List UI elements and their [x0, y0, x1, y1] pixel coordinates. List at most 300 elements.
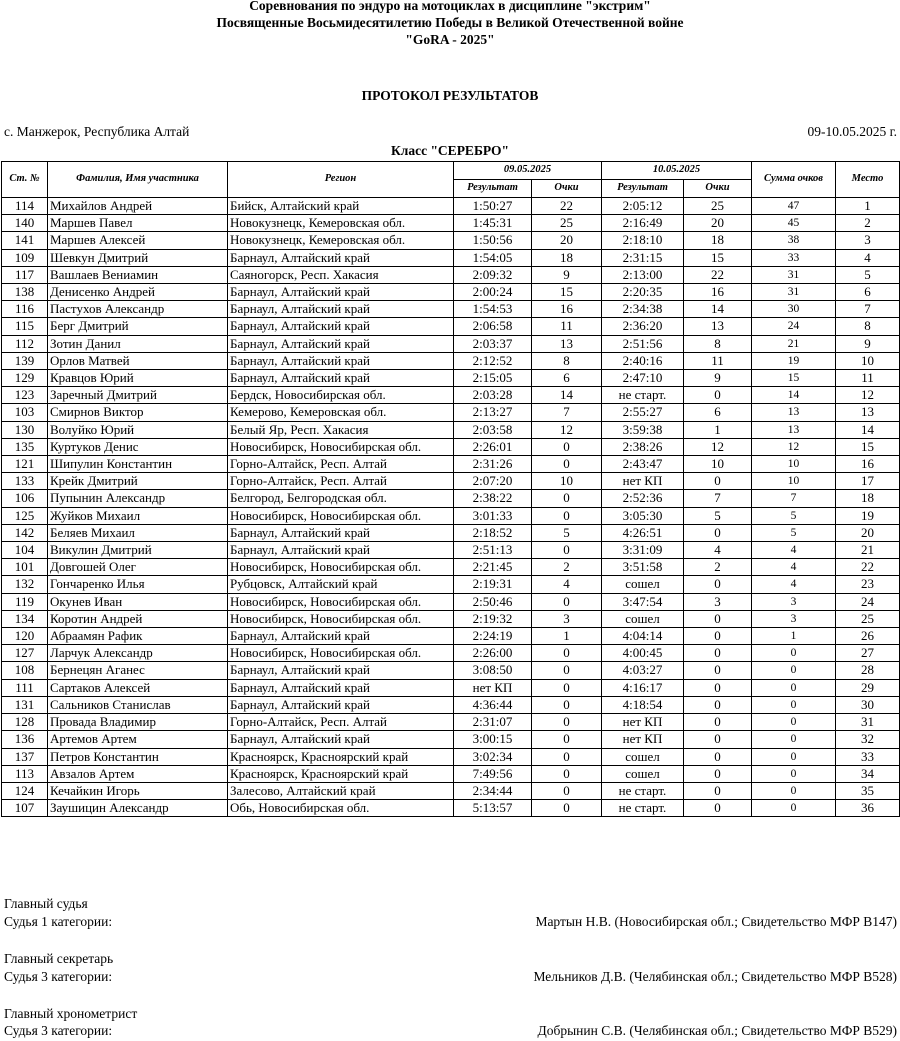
table-row: [2, 352, 900, 369]
place: 23: [836, 576, 900, 593]
region: Барнаул, Алтайский край: [228, 679, 454, 696]
points-day1: 4: [532, 576, 602, 593]
points-day1: 18: [532, 249, 602, 266]
points-sum: 12: [752, 438, 836, 455]
rider-name: Зотин Данил: [48, 335, 228, 352]
place: 7: [836, 301, 900, 318]
place: 17: [836, 473, 900, 490]
start-number: 135: [2, 438, 48, 455]
start-number: 101: [2, 559, 48, 576]
result-day1: 2:24:19: [454, 628, 532, 645]
result-day2: 2:36:20: [602, 318, 684, 335]
region: Барнаул, Алтайский край: [228, 352, 454, 369]
result-day2: не старт.: [602, 782, 684, 799]
place: 30: [836, 696, 900, 713]
rider-name: Провада Владимир: [48, 714, 228, 731]
region: Новосибирск, Новосибирская обл.: [228, 593, 454, 610]
result-day2: 2:34:38: [602, 301, 684, 318]
result-day2: сошел: [602, 748, 684, 765]
results-table: [1, 161, 900, 817]
table-row: [2, 782, 900, 799]
start-number: 136: [2, 731, 48, 748]
points-sum: 0: [752, 765, 836, 782]
result-day1: 2:38:22: [454, 490, 532, 507]
points-day1: 0: [532, 782, 602, 799]
result-day2: не старт.: [602, 387, 684, 404]
place: 21: [836, 542, 900, 559]
result-day2: сошел: [602, 576, 684, 593]
points-day2: 22: [684, 266, 752, 283]
points-sum: 4: [752, 559, 836, 576]
result-day2: 3:47:54: [602, 593, 684, 610]
col-header-points-day1: Очки: [532, 180, 602, 198]
result-day2: сошел: [602, 765, 684, 782]
start-number: 103: [2, 404, 48, 421]
table-row: [2, 215, 900, 232]
event-name: "GoRA - 2025": [405, 32, 495, 47]
points-sum: 0: [752, 748, 836, 765]
region: Новосибирск, Новосибирская обл.: [228, 610, 454, 627]
rider-name: Денисенко Андрей: [48, 284, 228, 301]
points-sum: 24: [752, 318, 836, 335]
points-day1: 16: [532, 301, 602, 318]
points-day1: 14: [532, 387, 602, 404]
points-day2: 8: [684, 335, 752, 352]
secretary-title: Главный секретарь: [4, 951, 114, 966]
region: Красноярск, Красноярский край: [228, 765, 454, 782]
result-day2: нет КП: [602, 714, 684, 731]
points-day2: 18: [684, 232, 752, 249]
place: 27: [836, 645, 900, 662]
rider-name: Сартаков Алексей: [48, 679, 228, 696]
points-sum: 0: [752, 662, 836, 679]
result-day2: 4:03:27: [602, 662, 684, 679]
result-day1: 2:19:32: [454, 610, 532, 627]
result-day1: 7:49:56: [454, 765, 532, 782]
start-number: 142: [2, 524, 48, 541]
points-day1: 0: [532, 593, 602, 610]
result-day1: 1:45:31: [454, 215, 532, 232]
place: 6: [836, 284, 900, 301]
region: Барнаул, Алтайский край: [228, 284, 454, 301]
place: 10: [836, 352, 900, 369]
points-day2: 2: [684, 559, 752, 576]
points-day2: 4: [684, 542, 752, 559]
rider-name: Жуйков Михаил: [48, 507, 228, 524]
table-row: [2, 542, 900, 559]
start-number: 138: [2, 284, 48, 301]
place: 32: [836, 731, 900, 748]
table-row: [2, 473, 900, 490]
start-number: 117: [2, 266, 48, 283]
points-day2: 0: [684, 748, 752, 765]
rider-name: Михайлов Андрей: [48, 198, 228, 215]
result-day2: 2:40:16: [602, 352, 684, 369]
rider-name: Ларчук Александр: [48, 645, 228, 662]
region: Горно-Алтайск, Респ. Алтай: [228, 456, 454, 473]
start-number: 108: [2, 662, 48, 679]
place: 35: [836, 782, 900, 799]
result-day2: 2:38:26: [602, 438, 684, 455]
points-sum: 33: [752, 249, 836, 266]
points-sum: 0: [752, 782, 836, 799]
points-sum: 15: [752, 370, 836, 387]
region: Красноярск, Красноярский край: [228, 748, 454, 765]
rider-name: Маршев Алексей: [48, 232, 228, 249]
rider-name: Кравцов Юрий: [48, 370, 228, 387]
points-sum: 4: [752, 542, 836, 559]
region: Рубцовск, Алтайский край: [228, 576, 454, 593]
result-day1: 2:51:13: [454, 542, 532, 559]
rider-name: Смирнов Виктор: [48, 404, 228, 421]
timekeeper-title: Главный хронометрист: [4, 1006, 138, 1021]
place: 8: [836, 318, 900, 335]
result-day1: 2:18:52: [454, 524, 532, 541]
class-heading: Класс "СЕРЕБРО": [390, 143, 510, 158]
result-day2: нет КП: [602, 473, 684, 490]
points-day1: 15: [532, 284, 602, 301]
start-number: 120: [2, 628, 48, 645]
points-day2: 0: [684, 782, 752, 799]
result-day1: 2:50:46: [454, 593, 532, 610]
place: 34: [836, 765, 900, 782]
table-row: [2, 301, 900, 318]
points-day2: 0: [684, 765, 752, 782]
rider-name: Куртуков Денис: [48, 438, 228, 455]
points-sum: 7: [752, 490, 836, 507]
place: 3: [836, 232, 900, 249]
place: 36: [836, 800, 900, 817]
result-day1: 3:08:50: [454, 662, 532, 679]
result-day1: 2:31:26: [454, 456, 532, 473]
table-row: [2, 232, 900, 249]
place: 2: [836, 215, 900, 232]
col-header-place: Место: [836, 162, 900, 198]
start-number: 106: [2, 490, 48, 507]
table-row: [2, 318, 900, 335]
start-number: 112: [2, 335, 48, 352]
start-number: 116: [2, 301, 48, 318]
result-day1: 4:36:44: [454, 696, 532, 713]
region: Бердск, Новосибирская обл.: [228, 387, 454, 404]
points-day2: 0: [684, 645, 752, 662]
result-day2: 2:18:10: [602, 232, 684, 249]
points-day1: 0: [532, 679, 602, 696]
points-sum: 0: [752, 645, 836, 662]
region: Залесово, Алтайский край: [228, 782, 454, 799]
place: 29: [836, 679, 900, 696]
points-day1: 0: [532, 748, 602, 765]
table-row: [2, 284, 900, 301]
start-number: 129: [2, 370, 48, 387]
result-day2: 4:18:54: [602, 696, 684, 713]
points-day1: 11: [532, 318, 602, 335]
points-day1: 5: [532, 524, 602, 541]
table-row: [2, 559, 900, 576]
points-day1: 0: [532, 662, 602, 679]
rider-name: Коротин Андрей: [48, 610, 228, 627]
points-day2: 0: [684, 662, 752, 679]
rider-name: Артемов Артем: [48, 731, 228, 748]
result-day1: нет КП: [454, 679, 532, 696]
event-title: Соревнования по эндуро на мотоциклах в дисциплине "экстрим": [249, 0, 651, 13]
points-sum: 0: [752, 714, 836, 731]
start-number: 137: [2, 748, 48, 765]
protocol-heading: ПРОТОКОЛ РЕЗУЛЬТАТОВ: [361, 88, 539, 103]
rider-name: Авзалов Артем: [48, 765, 228, 782]
col-header-day2: 10.05.2025: [602, 162, 752, 180]
result-day2: 4:00:45: [602, 645, 684, 662]
col-header-number: Ст. №: [2, 162, 48, 198]
points-day2: 0: [684, 576, 752, 593]
points-sum: 19: [752, 352, 836, 369]
region: Новосибирск, Новосибирская обл.: [228, 645, 454, 662]
result-day1: 2:12:52: [454, 352, 532, 369]
points-sum: 30: [752, 301, 836, 318]
result-day2: сошел: [602, 610, 684, 627]
points-sum: 0: [752, 679, 836, 696]
place: 33: [836, 748, 900, 765]
rider-name: Шевкун Дмитрий: [48, 249, 228, 266]
start-number: 121: [2, 456, 48, 473]
points-sum: 10: [752, 473, 836, 490]
place: 24: [836, 593, 900, 610]
result-day2: 3:05:30: [602, 507, 684, 524]
table-row: [2, 387, 900, 404]
start-number: 115: [2, 318, 48, 335]
region: Барнаул, Алтайский край: [228, 370, 454, 387]
table-row: [2, 731, 900, 748]
result-day1: 1:54:53: [454, 301, 532, 318]
place: 26: [836, 628, 900, 645]
start-number: 128: [2, 714, 48, 731]
region: Обь, Новосибирская обл.: [228, 800, 454, 817]
points-day2: 0: [684, 610, 752, 627]
result-day2: 2:51:56: [602, 335, 684, 352]
table-row: [2, 628, 900, 645]
points-sum: 0: [752, 696, 836, 713]
region: Новокузнецк, Кемеровская обл.: [228, 215, 454, 232]
table-row: [2, 765, 900, 782]
points-day2: 0: [684, 473, 752, 490]
place: 11: [836, 370, 900, 387]
place: 12: [836, 387, 900, 404]
result-day1: 1:50:27: [454, 198, 532, 215]
result-day2: 2:47:10: [602, 370, 684, 387]
points-day1: 0: [532, 438, 602, 455]
table-row: [2, 800, 900, 817]
col-header-region: Регион: [228, 162, 454, 198]
region: Бийск, Алтайский край: [228, 198, 454, 215]
points-day2: 7: [684, 490, 752, 507]
points-day1: 10: [532, 473, 602, 490]
col-header-result-day2: Результат: [602, 180, 684, 198]
points-day1: 13: [532, 335, 602, 352]
start-number: 104: [2, 542, 48, 559]
region: Барнаул, Алтайский край: [228, 628, 454, 645]
start-number: 133: [2, 473, 48, 490]
rider-name: Крейк Дмитрий: [48, 473, 228, 490]
region: Белгород, Белгородская обл.: [228, 490, 454, 507]
points-day2: 25: [684, 198, 752, 215]
col-header-sum: Сумма очков: [752, 162, 836, 198]
points-day2: 0: [684, 696, 752, 713]
points-sum: 0: [752, 731, 836, 748]
region: Барнаул, Алтайский край: [228, 318, 454, 335]
table-row: [2, 748, 900, 765]
col-header-result-day1: Результат: [454, 180, 532, 198]
result-day1: 2:03:37: [454, 335, 532, 352]
place: 1: [836, 198, 900, 215]
table-row: [2, 610, 900, 627]
start-number: 131: [2, 696, 48, 713]
points-day2: 9: [684, 370, 752, 387]
table-row: [2, 507, 900, 524]
points-day1: 0: [532, 507, 602, 524]
region: Барнаул, Алтайский край: [228, 524, 454, 541]
points-day2: 0: [684, 524, 752, 541]
region: Барнаул, Алтайский край: [228, 249, 454, 266]
place: 15: [836, 438, 900, 455]
points-day2: 1: [684, 421, 752, 438]
start-number: 113: [2, 765, 48, 782]
start-number: 111: [2, 679, 48, 696]
result-day1: 2:34:44: [454, 782, 532, 799]
start-number: 119: [2, 593, 48, 610]
rider-name: Вашлаев Вениамин: [48, 266, 228, 283]
result-day2: 3:51:58: [602, 559, 684, 576]
result-day2: 3:31:09: [602, 542, 684, 559]
rider-name: Гончаренко Илья: [48, 576, 228, 593]
points-day2: 13: [684, 318, 752, 335]
place: 25: [836, 610, 900, 627]
start-number: 123: [2, 387, 48, 404]
points-sum: 1: [752, 628, 836, 645]
table-row: [2, 421, 900, 438]
place: 5: [836, 266, 900, 283]
points-sum: 4: [752, 576, 836, 593]
rider-name: Заушицин Александр: [48, 800, 228, 817]
table-row: [2, 335, 900, 352]
result-day2: 2:52:36: [602, 490, 684, 507]
start-number: 109: [2, 249, 48, 266]
result-day2: 2:05:12: [602, 198, 684, 215]
result-day1: 2:26:00: [454, 645, 532, 662]
event-dates: 09-10.05.2025 г.: [807, 124, 897, 139]
table-row: [2, 438, 900, 455]
region: Кемерово, Кемеровская обл.: [228, 404, 454, 421]
region: Новосибирск, Новосибирская обл.: [228, 438, 454, 455]
points-sum: 45: [752, 215, 836, 232]
place: 4: [836, 249, 900, 266]
result-day1: 3:01:33: [454, 507, 532, 524]
points-day1: 20: [532, 232, 602, 249]
region: Белый Яр, Респ. Хакасия: [228, 421, 454, 438]
region: Новосибирск, Новосибирская обл.: [228, 559, 454, 576]
rider-name: Орлов Матвей: [48, 352, 228, 369]
rider-name: Берг Дмитрий: [48, 318, 228, 335]
table-row: [2, 714, 900, 731]
points-day2: 12: [684, 438, 752, 455]
points-day1: 6: [532, 370, 602, 387]
points-sum: 13: [752, 421, 836, 438]
region: Саяногорск, Респ. Хакасия: [228, 266, 454, 283]
rider-name: Сальников Станислав: [48, 696, 228, 713]
place: 19: [836, 507, 900, 524]
col-header-points-day2: Очки: [684, 180, 752, 198]
points-sum: 47: [752, 198, 836, 215]
rider-name: Волуйко Юрий: [48, 421, 228, 438]
points-sum: 31: [752, 284, 836, 301]
points-day1: 8: [532, 352, 602, 369]
result-day1: 1:50:56: [454, 232, 532, 249]
region: Горно-Алтайск, Респ. Алтай: [228, 473, 454, 490]
result-day1: 2:13:27: [454, 404, 532, 421]
points-day1: 0: [532, 800, 602, 817]
table-row: [2, 266, 900, 283]
points-day1: 25: [532, 215, 602, 232]
start-number: 125: [2, 507, 48, 524]
result-day2: 2:43:47: [602, 456, 684, 473]
start-number: 127: [2, 645, 48, 662]
secretary-name: Мельников Д.В. (Челябинская обл.; Свидетельство МФР B528): [533, 969, 897, 984]
judge-category: Судья 1 категории:: [4, 914, 113, 929]
table-row: [2, 490, 900, 507]
points-day1: 22: [532, 198, 602, 215]
place: 13: [836, 404, 900, 421]
points-day1: 7: [532, 404, 602, 421]
points-day1: 0: [532, 542, 602, 559]
start-number: 141: [2, 232, 48, 249]
result-day1: 2:26:01: [454, 438, 532, 455]
points-day1: 0: [532, 490, 602, 507]
table-row: [2, 576, 900, 593]
table-row: [2, 662, 900, 679]
points-day1: 0: [532, 765, 602, 782]
points-day2: 0: [684, 628, 752, 645]
rider-name: Бернецян Аганес: [48, 662, 228, 679]
start-number: 140: [2, 215, 48, 232]
start-number: 130: [2, 421, 48, 438]
table-row: [2, 456, 900, 473]
judge-title: Главный судья: [4, 896, 88, 911]
rider-name: Петров Константин: [48, 748, 228, 765]
points-day1: 12: [532, 421, 602, 438]
points-day2: 0: [684, 714, 752, 731]
rider-name: Шипулин Константин: [48, 456, 228, 473]
region: Барнаул, Алтайский край: [228, 696, 454, 713]
table-row: [2, 198, 900, 215]
result-day1: 2:31:07: [454, 714, 532, 731]
start-number: 134: [2, 610, 48, 627]
points-day1: 3: [532, 610, 602, 627]
secretary-category: Судья 3 категории:: [4, 969, 113, 984]
result-day2: 2:20:35: [602, 284, 684, 301]
place: 16: [836, 456, 900, 473]
table-row: [2, 679, 900, 696]
rider-name: Довгошей Олег: [48, 559, 228, 576]
rider-name: Маршев Павел: [48, 215, 228, 232]
start-number: 124: [2, 782, 48, 799]
points-day1: 1: [532, 628, 602, 645]
region: Горно-Алтайск, Респ. Алтай: [228, 714, 454, 731]
points-day2: 11: [684, 352, 752, 369]
points-day2: 20: [684, 215, 752, 232]
points-day2: 10: [684, 456, 752, 473]
result-day1: 3:00:15: [454, 731, 532, 748]
result-day1: 2:06:58: [454, 318, 532, 335]
event-subtitle: Посвященные Восьмидесятилетию Победы в Великой Отечественной войне: [216, 15, 684, 30]
